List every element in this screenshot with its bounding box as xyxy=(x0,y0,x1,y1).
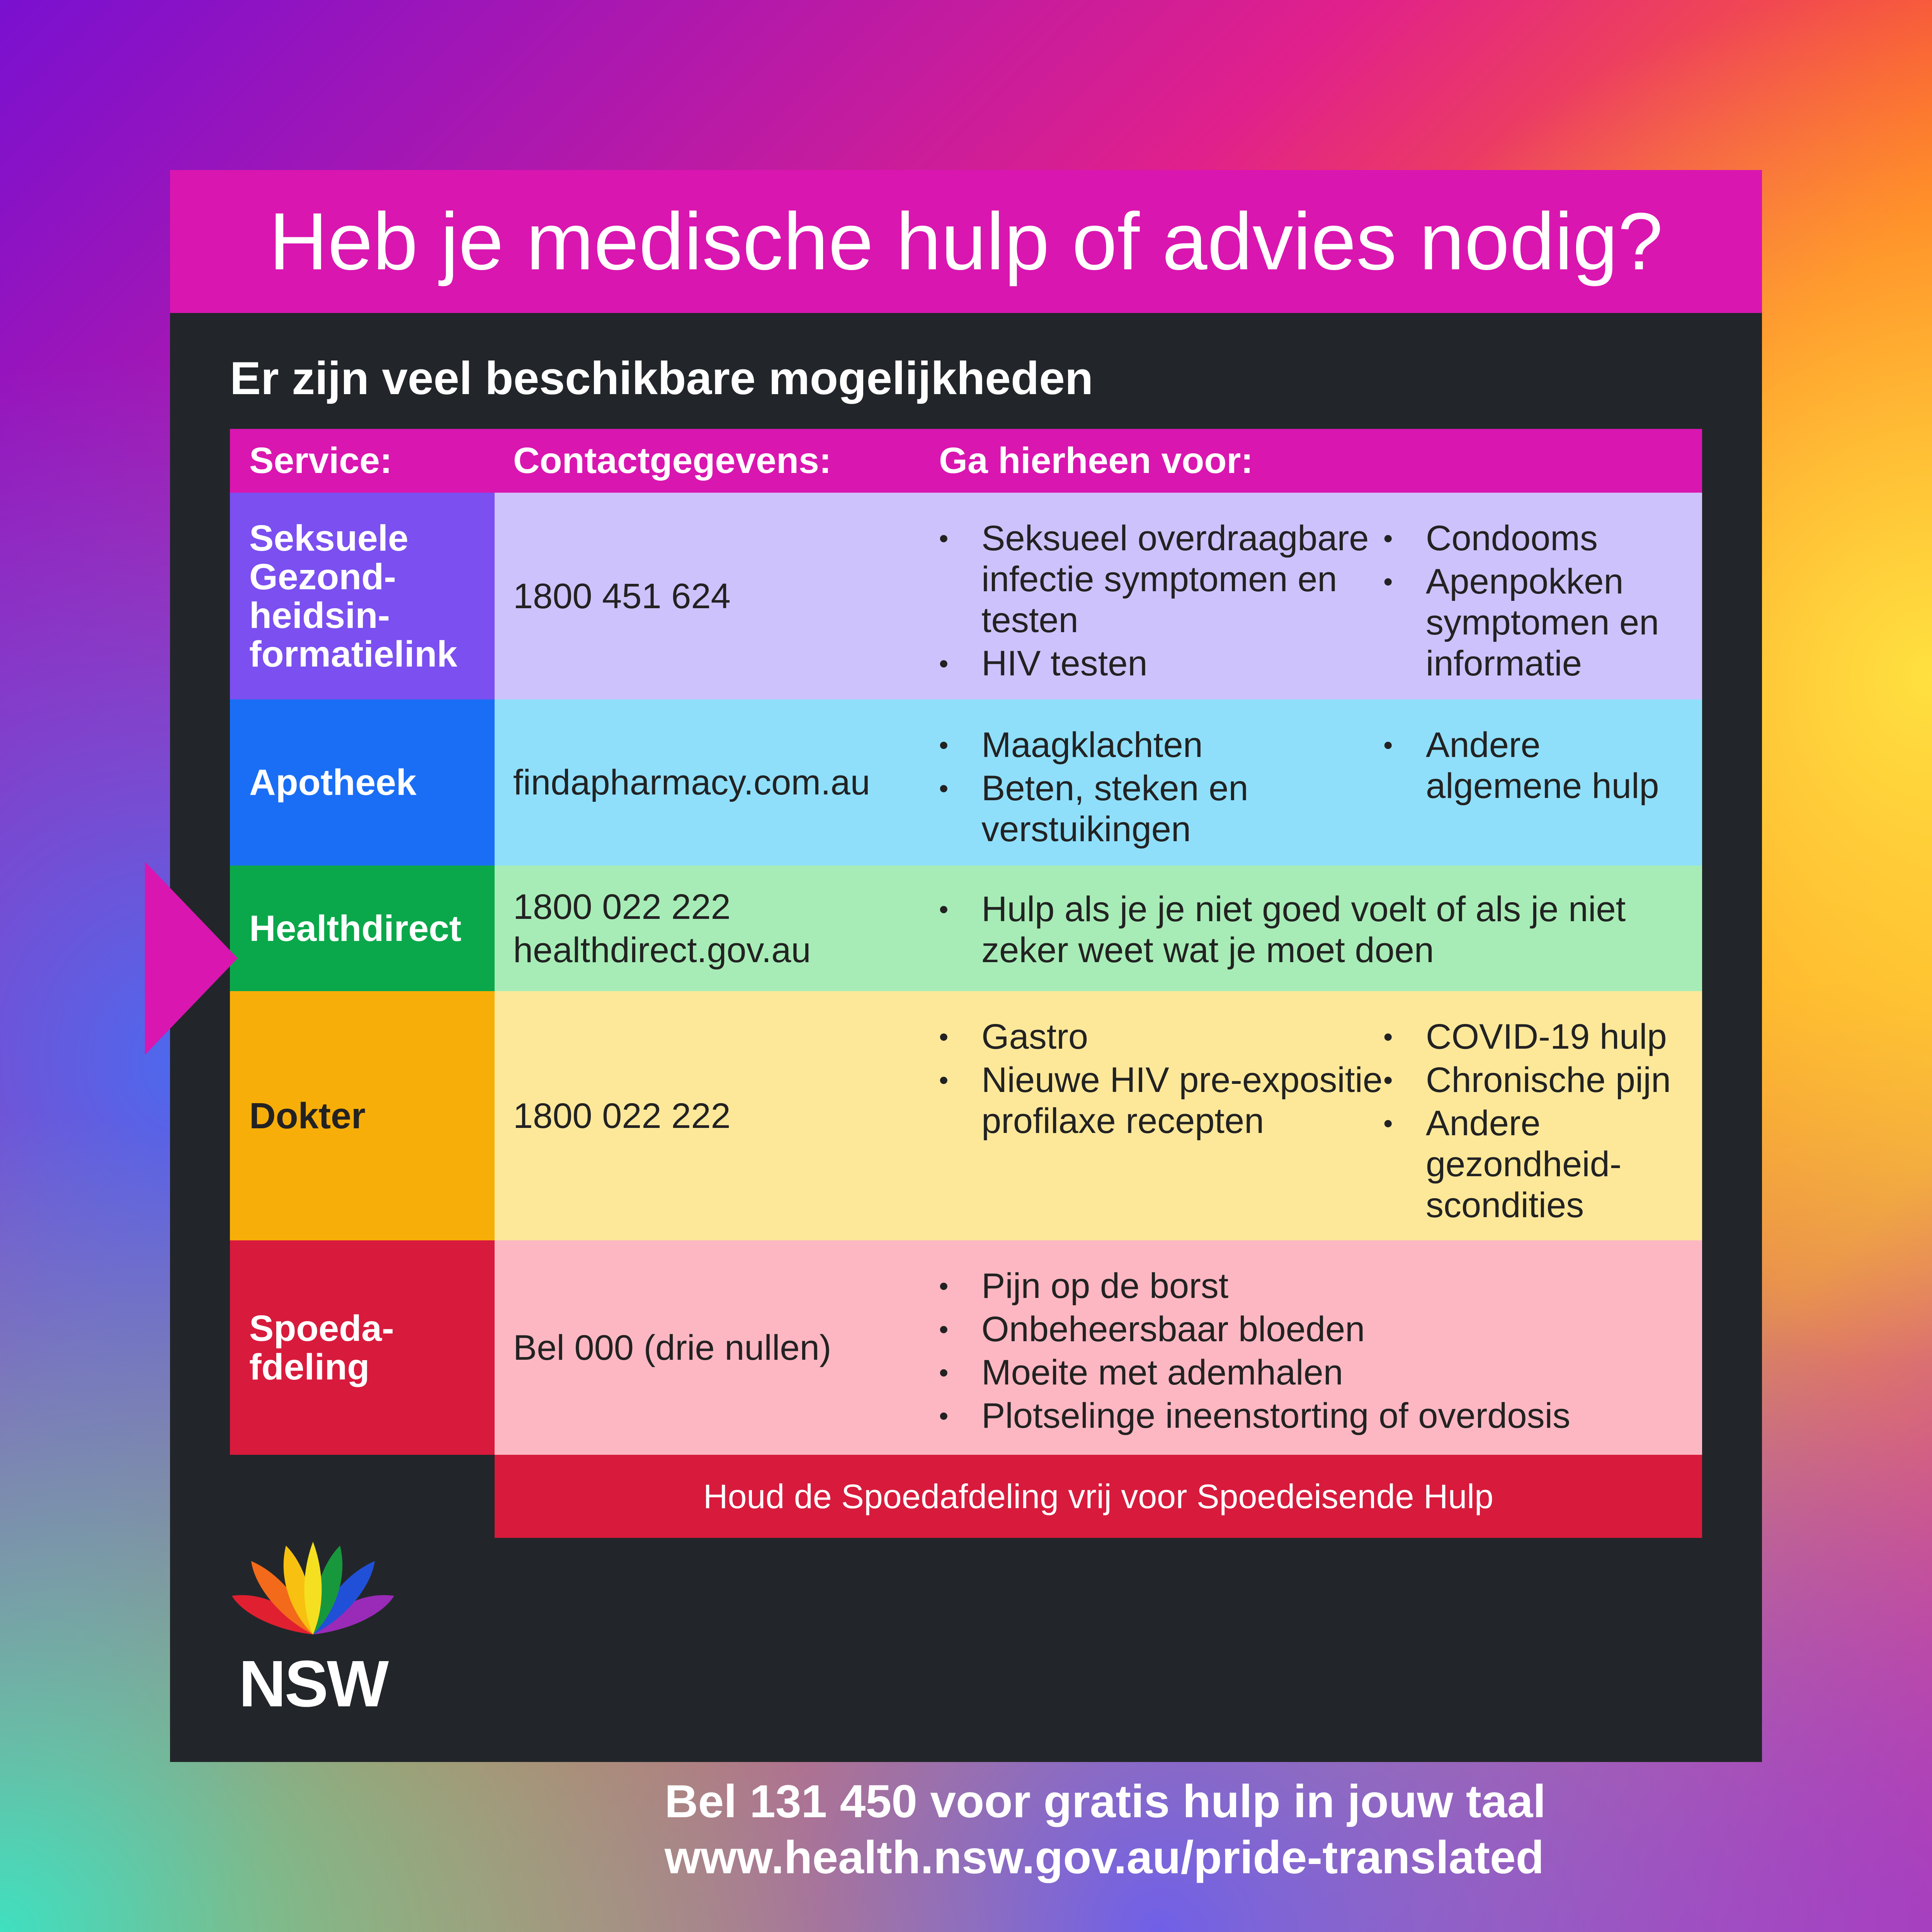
nsw-logo xyxy=(228,1538,398,1721)
info-card xyxy=(170,170,1762,1883)
footer xyxy=(665,1774,1546,1886)
list-item: • Hulp als je je niet goed voelt of als je niet zeker weet wat je moet doen xyxy=(939,889,1673,971)
service-name: Healthdirect xyxy=(230,866,495,991)
table-row-healthdirect xyxy=(230,866,1702,991)
table-header xyxy=(230,429,1702,493)
goto-list-2 xyxy=(1383,724,1700,809)
goto-list-1 xyxy=(939,724,1383,852)
footer-phone: Bel 131 450 voor gratis hulp in jouw taal xyxy=(665,1776,1546,1827)
contact-info: 1800 022 222 xyxy=(513,1096,731,1136)
goto-list-1 xyxy=(939,518,1383,686)
table-row-pharmacy xyxy=(230,699,1702,866)
list-item: • Gastro xyxy=(939,1016,1383,1057)
table-row-sexual-health xyxy=(230,493,1702,699)
list-item: • Andere algemene hulp xyxy=(1383,724,1700,806)
contact-info: 1800 022 222 healthdirect.gov.au xyxy=(513,887,811,970)
list-item: • Moeite met ademhalen xyxy=(939,1352,1692,1393)
list-item: • Apenpokken symptomen en informatie xyxy=(1383,561,1700,684)
list-item: • Beten, steken en verstuikingen xyxy=(939,768,1383,850)
list-item: • Maagklachten xyxy=(939,724,1383,765)
list-item: • Andere gezondheid-scondities xyxy=(1383,1103,1700,1226)
header-goto: Ga hierheen voor: xyxy=(939,440,1253,481)
table-row-emergency xyxy=(230,1240,1702,1455)
goto-list-1 xyxy=(939,1265,1692,1439)
emergency-note xyxy=(495,1455,1702,1538)
service-name: Spoeda- fdeling xyxy=(230,1240,495,1455)
service-name: Seksuele Gezond- heidsin- formatielink xyxy=(230,493,495,699)
list-item: • COVID-19 hulp xyxy=(1383,1016,1700,1057)
pointer-arrow-icon xyxy=(145,862,238,1055)
contact-info: Bel 000 (drie nullen) xyxy=(513,1328,832,1367)
header-service: Service: xyxy=(249,440,392,481)
list-item: • HIV testen xyxy=(939,643,1383,684)
waratah-flower-icon xyxy=(228,1538,398,1646)
emergency-note-text: Houd de Spoedafdeling vrij voor Spoedeisende Hulp xyxy=(703,1477,1493,1515)
list-item: • Condooms xyxy=(1383,518,1700,559)
list-item: • Chronische pijn xyxy=(1383,1060,1700,1100)
list-item: • Pijn op de borst xyxy=(939,1265,1692,1306)
footer-url[interactable]: www.health.nsw.gov.au/pride-translated xyxy=(665,1832,1544,1883)
list-item: • Seksueel overdraagbare infectie symptomen en testen xyxy=(939,518,1383,641)
table-row-doctor xyxy=(230,991,1702,1240)
page-title: Heb je medische hulp of advies nodig? xyxy=(269,196,1663,287)
service-name: Apotheek xyxy=(230,699,495,866)
header-contact: Contactgegevens: xyxy=(513,440,832,481)
service-name: Dokter xyxy=(230,991,495,1240)
contact-info: findapharmacy.com.au xyxy=(513,763,870,802)
contact-info: 1800 451 624 xyxy=(513,576,731,616)
goto-list-2 xyxy=(1383,518,1700,686)
logo-text: NSW xyxy=(238,1647,388,1721)
goto-list-1 xyxy=(939,889,1673,973)
list-item: • Onbeheersbaar bloeden xyxy=(939,1309,1692,1350)
goto-list-1 xyxy=(939,1016,1383,1144)
subtitle: Er zijn veel beschikbare mogelijkheden xyxy=(230,352,1094,404)
goto-list-2 xyxy=(1383,1016,1700,1228)
list-item: • Plotselinge ineenstorting of overdosis xyxy=(939,1395,1692,1436)
list-item: • Nieuwe HIV pre-expositie profilaxe recepten xyxy=(939,1060,1383,1141)
title-bar xyxy=(170,170,1762,313)
